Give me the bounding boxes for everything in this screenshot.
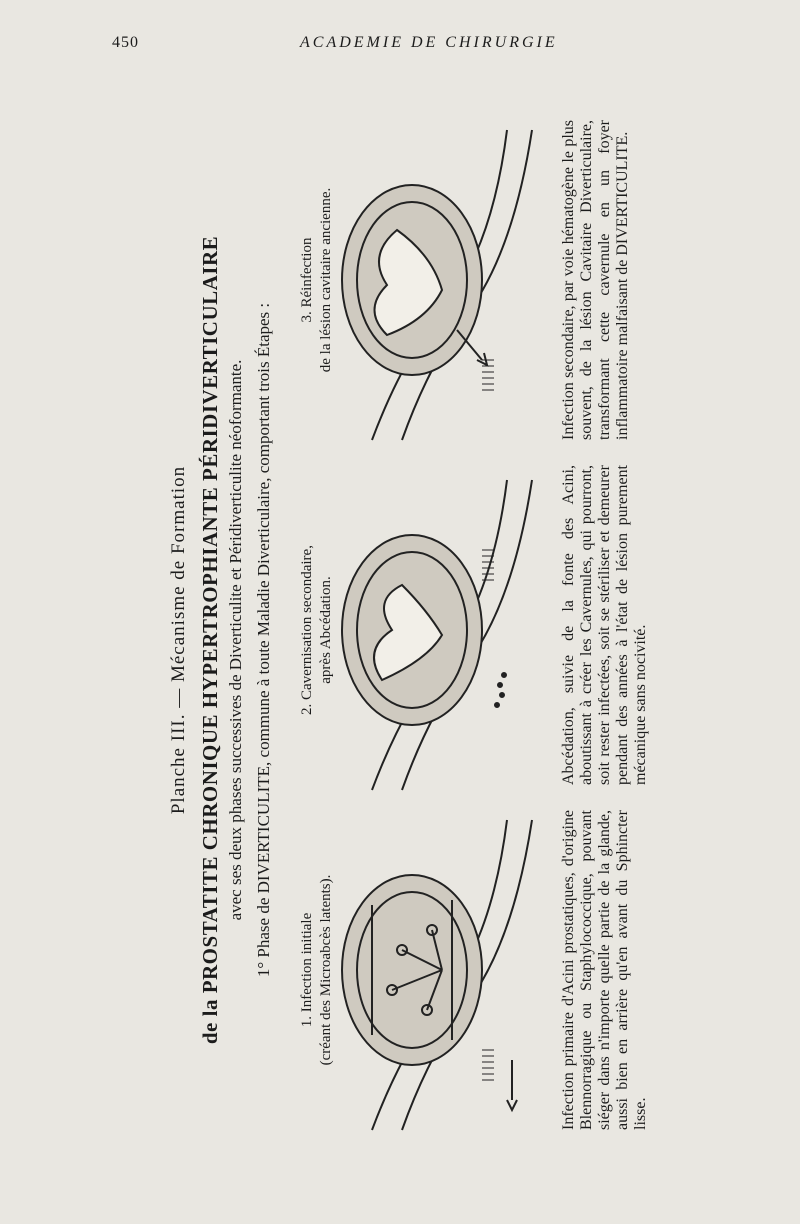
figure-3-description: Infection secondaire, par voie hématogène le plus souvent, de la lésion Cavitaire Diverticulaire, transformant cette cavernule en un foyer inflammatoire malfaisant de DIVERTICULITE. [560,120,631,440]
figure-1-caption-line2: (créant des Microabcès latents). [318,874,334,1066]
plate-subheading: avec ses deux phases successives de Diverticulite et Péridiverticulite néoformante. [226,359,245,921]
figure-1-illustration [332,810,542,1140]
figure-1-caption-line1: 1. Infection initiale [299,912,315,1028]
page-number: 450 [112,34,139,51]
running-title: ACADEMIE DE CHIRURGIE [300,34,558,51]
rotated-plate [120,60,740,1160]
figure-3-caption [298,120,336,440]
phase-line: 1° Phase de DIVERTICULITE, commune à toute Maladie Diverticulaire, comportant trois Étapes : [254,302,273,978]
figure-2-illustration [332,470,542,800]
figure-1-caption [298,820,336,1120]
figure-2-caption-line2: après Abcédation. [318,576,334,684]
figure-2-description: Abcédation, suivie de la fonte des Acini, aboutissant à créer les Cavernules, qui pourront, soit rester infectées, soit se stériliser et demeurer pendant des années à l'état de lésion purement mécanique sans nocivité. [560,465,649,785]
figure-3-illustration [332,120,542,450]
figure-2-caption-line1: 2. Cavernisation secondaire, [299,545,315,715]
figure-2-caption [298,480,336,780]
plate-heading: de la PROSTATITE CHRONIQUE HYPERTROPHIANTE PÉRIDIVERTICULAIRE [198,235,222,1045]
figure-3-caption-line2: de la lésion cavitaire ancienne. [318,187,334,373]
figure-1-description: Infection primaire d'Acini prostatiques, d'origine Blennorragique ou Staphylococcique, pouvant siéger dans n'importe quelle partie de la glande, aussi bien en arrière qu'en avant du Sphincter lisse. [560,810,649,1130]
plate-title: Planche III. — Mécanisme de Formation [168,465,189,815]
figure-3-caption-line1: 3. Réinfection [299,237,315,323]
